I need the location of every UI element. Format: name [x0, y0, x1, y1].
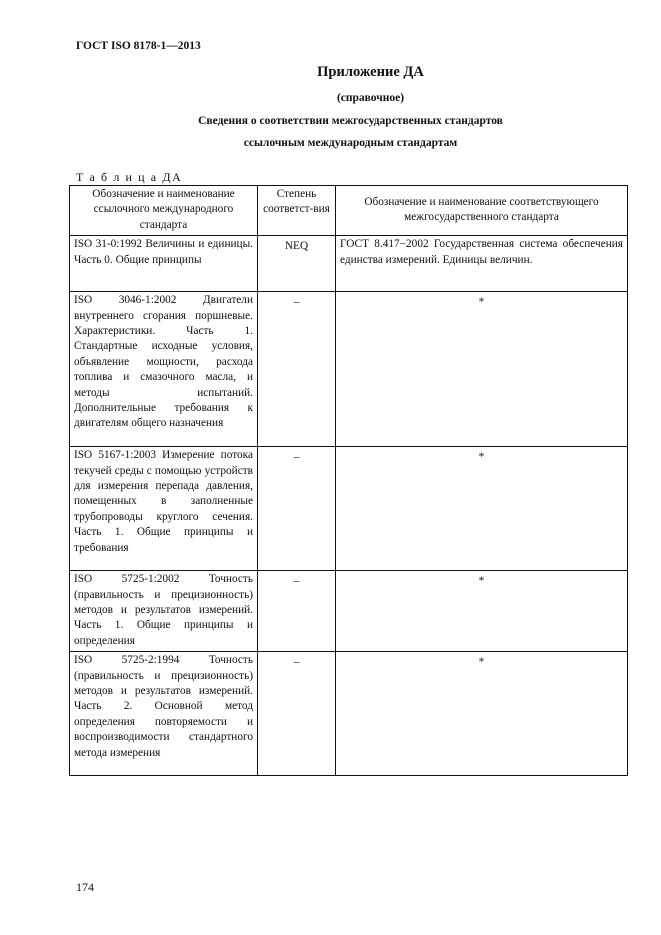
international-standard-cell: ISO 5167-1:2003 Измерение потока текучей среды с помощью устройств для измерения перепада давления, помещенных в заполненные трубопроводы круглого сечения. Часть 1. Общие принципы и требования	[70, 447, 258, 571]
column-header-international: Обозначение и наименование ссылочного международного стандарта	[70, 186, 258, 236]
international-standard-cell: ISO 5725-1:2002 Точность (правильность и прецизионность) методов и результатов измерений. Часть 1. Общие принципы и определения	[70, 571, 258, 652]
degree-cell: –	[258, 292, 336, 447]
degree-cell: NEQ	[258, 236, 336, 292]
interstate-standard-cell: ГОСТ 8.417−2002 Государственная система обеспечения единства измерений. Единицы величин.	[336, 236, 628, 292]
page-number: 174	[76, 880, 94, 894]
international-standard-cell: ISO 31-0:1992 Величины и единицы. Часть 0. Общие принципы	[70, 236, 258, 292]
appendix-heading-line-1: Сведения о соответствии межгосударственных стандартов	[198, 115, 503, 127]
degree-cell: –	[258, 571, 336, 652]
interstate-standard-cell: *	[336, 447, 628, 571]
interstate-standard-cell: *	[336, 571, 628, 652]
international-standard-cell: ISO 3046-1:2002 Двигатели внутреннего сгорания поршневые. Характеристики. Часть 1. Стандартные исходные условия, объявление мощности, расхода топлива и смазочного масла, и методы испытаний. Дополнительные требования к двигателям общего назначения	[70, 292, 258, 447]
table-row	[70, 292, 628, 447]
appendix-heading-line-2: ссылочным международным стандартам	[243, 137, 458, 149]
document-code: ГОСТ ISO 8178-1—2013	[76, 40, 201, 52]
international-standard-cell: ISO 5725-2:1994 Точность (правильность и прецизионность) методов и результатов измерений. Часть 2. Основной метод определения повторяемости и воспроизводимости стандартного метода измерения	[70, 652, 258, 776]
degree-cell: –	[258, 652, 336, 776]
table-row	[70, 447, 628, 571]
correspondence-table	[69, 185, 628, 776]
interstate-standard-cell: *	[336, 292, 628, 447]
degree-cell: –	[258, 447, 336, 571]
column-header-interstate: Обозначение и наименование соответствующего межгосударственного стандарта	[336, 186, 628, 236]
table-header-row	[70, 186, 628, 236]
interstate-standard-cell: *	[336, 652, 628, 776]
table-row	[70, 571, 628, 652]
table-caption: Т а б л и ц а ДА	[76, 170, 183, 184]
appendix-note: (справочное)	[336, 92, 405, 104]
column-header-degree: Степень соответст-вия	[258, 186, 336, 236]
appendix-title: Приложение ДА	[317, 64, 424, 80]
table-row	[70, 236, 628, 292]
table-row	[70, 652, 628, 776]
